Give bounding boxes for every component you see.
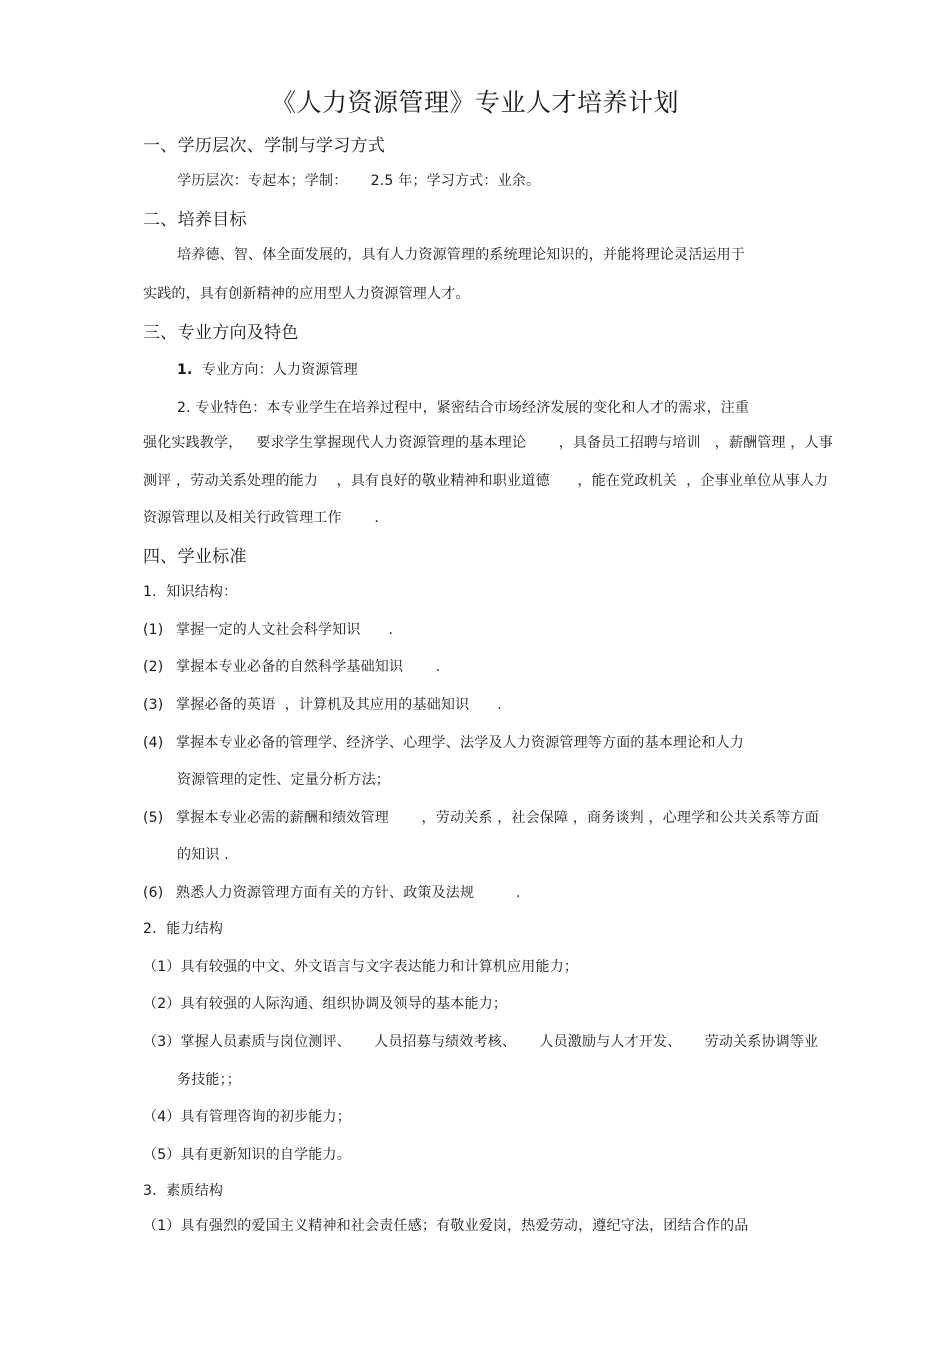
ability-item-4: （4）具有管理咨询的初步能力； xyxy=(143,1109,351,1125)
section-2-text-line-2: 实践的，具有创新精神的应用型人力资源管理人才。 xyxy=(143,286,470,302)
section-2-heading: 二、培养目标 xyxy=(143,210,247,230)
knowledge-item-3-number: (3) xyxy=(143,697,164,713)
knowledge-item-6-text: 熟悉人力资源管理方面有关的方针、政策及法规 . xyxy=(176,885,521,901)
section-3-item-2-line-4: 资源管理以及相关行政管理工作 . xyxy=(143,510,380,526)
knowledge-item-5-text: 掌握本专业必需的薪酬和绩效管理 ，劳动关系 ，社会保障 ，商务谈判 ，心理学和公共关系等方面 xyxy=(176,810,819,826)
quality-item-1: （1）具有强烈的爱国主义精神和社会责任感；有敬业爱岗，热爱劳动，遵纪守法，团结合作的品 xyxy=(143,1218,749,1234)
section-3-heading: 三、专业方向及特色 xyxy=(143,323,299,343)
ability-item-5: （5）具有更新知识的自学能力。 xyxy=(143,1147,351,1163)
section-3-item-1-number: 1. xyxy=(177,362,193,378)
quality-structure-label: 3．素质结构 xyxy=(143,1183,224,1199)
knowledge-item-1 xyxy=(143,620,393,640)
section-3-item-1 xyxy=(177,360,358,380)
knowledge-item-1-number: (1) xyxy=(143,622,164,638)
knowledge-item-4 xyxy=(143,733,744,753)
knowledge-item-5-number: (5) xyxy=(143,810,164,826)
knowledge-item-3 xyxy=(143,695,502,715)
knowledge-item-4-text: 掌握本专业必备的管理学、经济学、心理学、法学及人力资源管理等方面的基本理论和人力 xyxy=(176,735,744,751)
knowledge-item-4-number: (4) xyxy=(143,735,164,751)
ability-item-3-continuation: 务技能；； xyxy=(177,1072,241,1088)
knowledge-item-6 xyxy=(143,883,521,903)
knowledge-item-1-text: 掌握一定的人文社会科学知识 . xyxy=(176,622,394,638)
document-title: 《人力资源管理》专业人才培养计划 xyxy=(270,88,679,117)
ability-item-3: （3）掌握人员素质与岗位测评、 人员招募与绩效考核、 人员激励与人才开发、 劳动关系协调等业 xyxy=(143,1034,819,1050)
ability-item-2: （2）具有较强的人际沟通、组织协调及领导的基本能力； xyxy=(143,996,508,1012)
knowledge-item-2 xyxy=(143,657,440,677)
knowledge-item-2-number: (2) xyxy=(143,659,164,675)
knowledge-item-6-number: (6) xyxy=(143,885,164,901)
section-3-item-2-line-3: 测评 ，劳动关系处理的能力 ，具有良好的敬业精神和职业道德 ，能在党政机关 ，企事业单位从事人力 xyxy=(143,473,829,489)
ability-structure-label: 2．能力结构 xyxy=(143,921,224,937)
knowledge-item-5 xyxy=(143,808,819,828)
section-3-item-2-line-1: 2. 专业特色：本专业学生在培养过程中，紧密结合市场经济发展的变化和人才的需求，注重 xyxy=(177,400,750,416)
ability-item-1: （1）具有较强的中文、外文语言与文字表达能力和计算机应用能力； xyxy=(143,959,579,975)
knowledge-item-5-continuation: 的知识 . xyxy=(177,847,229,863)
knowledge-item-3-text: 掌握必备的英语 ，计算机及其应用的基础知识 . xyxy=(176,697,502,713)
section-4-heading: 四、学业标准 xyxy=(143,547,247,567)
section-1-text: 学历层次：专起本；学制： 2.5 年；学习方式：业余。 xyxy=(177,173,541,189)
section-3-item-2-line-2: 强化实践教学， 要求学生掌握现代人力资源管理的基本理论 ，具备员工招聘与培训 ，薪酬管理 ，人事 xyxy=(143,435,833,451)
knowledge-structure-label: 1．知识结构： xyxy=(143,584,238,600)
knowledge-item-4-continuation: 资源管理的定性、定量分析方法； xyxy=(177,772,390,788)
section-1-heading: 一、学历层次、学制与学习方式 xyxy=(143,136,386,156)
section-2-text-line-1: 培养德、智、体全面发展的，具有人力资源管理的系统理论知识的，并能将理论灵活运用于 xyxy=(177,247,745,263)
knowledge-item-2-text: 掌握本专业必备的自然科学基础知识 . xyxy=(176,659,441,675)
section-3-item-1-text: 专业方向：人力资源管理 xyxy=(201,362,358,378)
